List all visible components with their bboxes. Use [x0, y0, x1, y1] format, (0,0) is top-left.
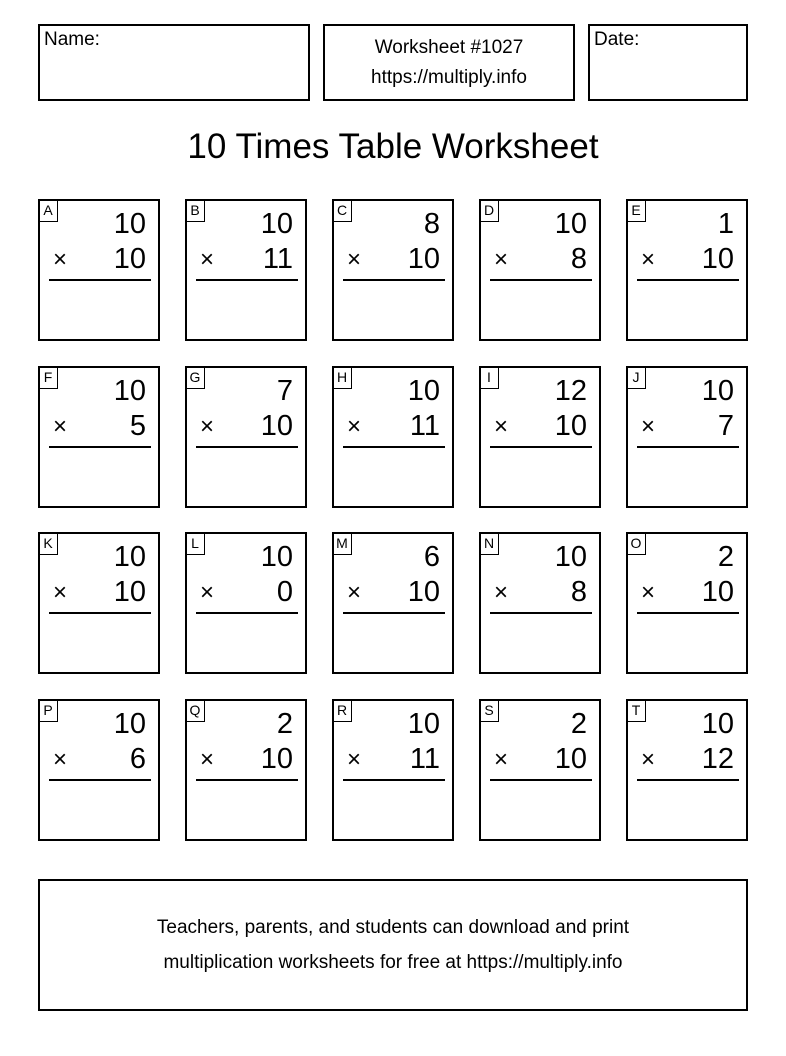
problem-card[interactable] [479, 699, 601, 841]
problem-card[interactable] [332, 366, 454, 508]
problem-letter: S [480, 700, 499, 722]
multiplier: 10 [554, 743, 587, 775]
times-icon: × [641, 746, 656, 773]
problem-card[interactable] [626, 699, 748, 841]
multiplicand: 10 [260, 208, 293, 240]
times-icon: × [494, 579, 509, 606]
multiplier: 10 [554, 410, 587, 442]
problem-letter: O [627, 533, 646, 555]
problem-letter: T [627, 700, 646, 722]
problem-letter: K [39, 533, 58, 555]
times-icon: × [494, 246, 509, 273]
multiplier: 7 [717, 410, 734, 442]
answer-line [49, 279, 151, 281]
problem-card[interactable] [185, 366, 307, 508]
multiplier: 10 [701, 243, 734, 275]
times-icon: × [347, 246, 362, 273]
times-icon: × [347, 413, 362, 440]
answer-line [490, 446, 592, 448]
multiplicand: 2 [570, 708, 587, 740]
answer-line [637, 279, 739, 281]
multiplier: 5 [129, 410, 146, 442]
times-icon: × [53, 413, 68, 440]
multiplicand: 10 [554, 208, 587, 240]
multiplier: 11 [262, 243, 293, 275]
problem-card[interactable] [626, 199, 748, 341]
problem-card[interactable] [479, 366, 601, 508]
multiplicand: 12 [554, 375, 587, 407]
multiplier: 11 [409, 410, 440, 442]
answer-line [49, 612, 151, 614]
problem-letter: F [39, 367, 58, 389]
multiplier: 10 [113, 576, 146, 608]
footer-line-1: Teachers, parents, and students can download and print [156, 917, 630, 938]
answer-line [343, 279, 445, 281]
problem-letter: J [627, 367, 646, 389]
worksheet-info-box [323, 24, 575, 101]
multiplicand: 1 [717, 208, 734, 240]
problem-card[interactable] [626, 366, 748, 508]
times-icon: × [200, 413, 215, 440]
problem-letter: P [39, 700, 58, 722]
problem-card[interactable] [185, 199, 307, 341]
answer-line [637, 446, 739, 448]
answer-line [196, 279, 298, 281]
answer-line [637, 779, 739, 781]
multiplier: 10 [407, 243, 440, 275]
problem-letter: Q [186, 700, 205, 722]
times-icon: × [347, 579, 362, 606]
problem-card[interactable] [185, 532, 307, 674]
multiplier: 0 [276, 576, 293, 608]
multiplicand: 10 [554, 541, 587, 573]
worksheet-number: Worksheet #1027 [374, 36, 524, 58]
times-icon: × [53, 746, 68, 773]
footer-box [38, 879, 748, 1011]
multiplier: 10 [407, 576, 440, 608]
multiplicand: 10 [701, 708, 734, 740]
problem-card[interactable] [332, 699, 454, 841]
multiplicand: 2 [717, 541, 734, 573]
multiplier: 10 [113, 243, 146, 275]
problem-letter: G [186, 367, 205, 389]
multiplier: 11 [409, 743, 440, 775]
times-icon: × [53, 579, 68, 606]
answer-line [637, 612, 739, 614]
problem-card[interactable] [38, 366, 160, 508]
site-url: https://multiply.info [371, 66, 527, 88]
multiplicand: 10 [260, 541, 293, 573]
answer-line [343, 612, 445, 614]
times-icon: × [494, 413, 509, 440]
times-icon: × [53, 246, 68, 273]
multiplier: 10 [260, 743, 293, 775]
times-icon: × [200, 579, 215, 606]
multiplier: 8 [570, 243, 587, 275]
times-icon: × [641, 579, 656, 606]
problem-letter: E [627, 200, 646, 222]
problem-letter: D [480, 200, 499, 222]
multiplier: 10 [701, 576, 734, 608]
multiplicand: 10 [701, 375, 734, 407]
multiplicand: 6 [423, 541, 440, 573]
problem-card[interactable] [38, 199, 160, 341]
multiplicand: 7 [276, 375, 293, 407]
times-icon: × [641, 246, 656, 273]
times-icon: × [494, 746, 509, 773]
multiplier: 12 [701, 743, 734, 775]
date-label: Date: [594, 29, 640, 50]
multiplier: 6 [129, 743, 146, 775]
problem-letter: A [39, 200, 58, 222]
problem-letter: H [333, 367, 352, 389]
multiplier: 10 [260, 410, 293, 442]
multiplicand: 10 [407, 708, 440, 740]
footer-line-2: multiplication worksheets for free at https://multiply.info [163, 952, 623, 973]
answer-line [343, 779, 445, 781]
problem-letter: N [480, 533, 499, 555]
problem-card[interactable] [332, 199, 454, 341]
multiplicand: 10 [113, 208, 146, 240]
problem-card[interactable] [479, 199, 601, 341]
problem-letter: B [186, 200, 205, 222]
problem-letter: L [186, 533, 205, 555]
problem-letter: M [333, 533, 352, 555]
multiplicand: 8 [423, 208, 440, 240]
problem-card[interactable] [332, 532, 454, 674]
name-label: Name: [44, 29, 100, 50]
date-field-box[interactable] [588, 24, 748, 101]
answer-line [196, 612, 298, 614]
problem-card[interactable] [626, 532, 748, 674]
name-field-box[interactable] [38, 24, 310, 101]
multiplicand: 10 [113, 708, 146, 740]
problem-letter: C [333, 200, 352, 222]
answer-line [49, 446, 151, 448]
problem-letter: I [480, 367, 499, 389]
problem-card[interactable] [38, 699, 160, 841]
answer-line [343, 446, 445, 448]
problem-letter: R [333, 700, 352, 722]
answer-line [490, 612, 592, 614]
problem-card[interactable] [479, 532, 601, 674]
times-icon: × [200, 746, 215, 773]
multiplier: 8 [570, 576, 587, 608]
answer-line [196, 779, 298, 781]
multiplicand: 2 [276, 708, 293, 740]
answer-line [196, 446, 298, 448]
answer-line [49, 779, 151, 781]
problem-card[interactable] [185, 699, 307, 841]
answer-line [490, 779, 592, 781]
answer-line [490, 279, 592, 281]
multiplicand: 10 [113, 375, 146, 407]
multiplicand: 10 [113, 541, 146, 573]
page-title: 10 Times Table Worksheet [187, 127, 599, 166]
times-icon: × [347, 746, 362, 773]
multiplicand: 10 [407, 375, 440, 407]
times-icon: × [641, 413, 656, 440]
problem-card[interactable] [38, 532, 160, 674]
times-icon: × [200, 246, 215, 273]
